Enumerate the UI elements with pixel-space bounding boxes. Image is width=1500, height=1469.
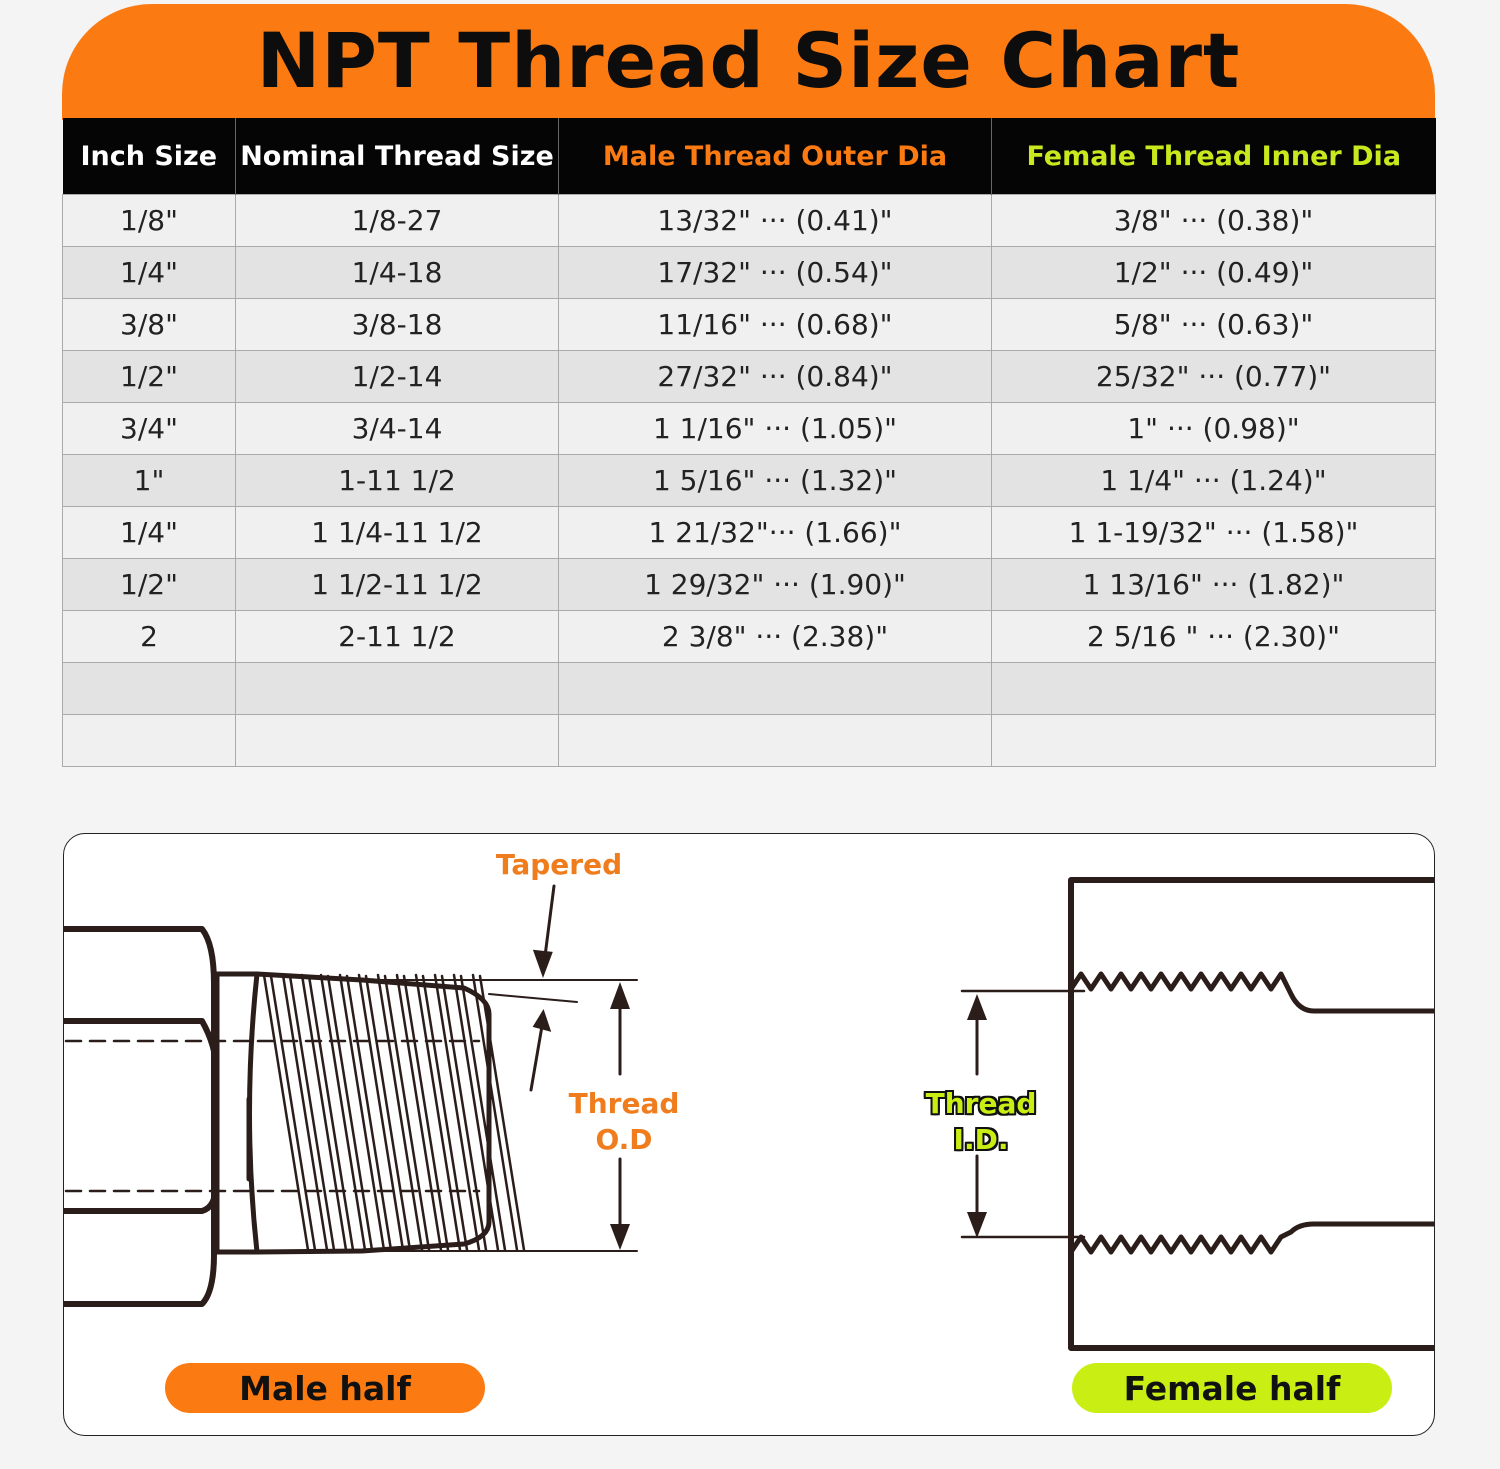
cell-male-thread-outer-dia: 17/32" ··· (0.54)" (559, 247, 992, 299)
cell-female-thread-inner-dia: 3/8" ··· (0.38)" (992, 195, 1436, 247)
male-half-label: Male half (165, 1363, 485, 1413)
page-title: NPT Thread Size Chart (256, 15, 1241, 105)
cell-male-thread-outer-dia (559, 663, 992, 715)
cell-female-thread-inner-dia: 1 13/16" ··· (1.82)" (992, 559, 1436, 611)
table-row (63, 507, 1436, 559)
cell-female-thread-inner-dia: 2 5/16 " ··· (2.30)" (992, 611, 1436, 663)
cell-female-thread-inner-dia (992, 663, 1436, 715)
header-male-thread-outer-dia: Male Thread Outer Dia (559, 118, 992, 195)
cell-male-thread-outer-dia: 1 5/16" ··· (1.32)" (559, 455, 992, 507)
cell-female-thread-inner-dia: 1" ··· (0.98)" (992, 403, 1436, 455)
table-header-row (63, 118, 1436, 195)
cell-female-thread-inner-dia (992, 715, 1436, 767)
cell-nominal-thread-size: 1 1/4-11 1/2 (236, 507, 559, 559)
table-row (63, 611, 1436, 663)
thread-id-label (906, 1086, 1056, 1158)
table-row (63, 715, 1436, 767)
table-row (63, 299, 1436, 351)
cell-nominal-thread-size: 1/2-14 (236, 351, 559, 403)
cell-female-thread-inner-dia: 1/2" ··· (0.49)" (992, 247, 1436, 299)
cell-female-thread-inner-dia: 5/8" ··· (0.63)" (992, 299, 1436, 351)
cell-male-thread-outer-dia: 2 3/8" ··· (2.38)" (559, 611, 992, 663)
header-nominal-thread-size: Nominal Thread Size (236, 118, 559, 195)
tapered-label: Tapered (495, 848, 623, 881)
cell-inch-size: 1/2" (63, 559, 236, 611)
cell-male-thread-outer-dia: 13/32" ··· (0.41)" (559, 195, 992, 247)
cell-male-thread-outer-dia: 27/32" ··· (0.84)" (559, 351, 992, 403)
cell-inch-size: 1/4" (63, 247, 236, 299)
cell-inch-size: 1/2" (63, 351, 236, 403)
table-row (63, 559, 1436, 611)
female-thread-bottom (1071, 1224, 1434, 1252)
cell-male-thread-outer-dia: 1 29/32" ··· (1.90)" (559, 559, 992, 611)
thread-crest-line (264, 975, 308, 1250)
cell-nominal-thread-size: 3/4-14 (236, 403, 559, 455)
cell-nominal-thread-size: 2-11 1/2 (236, 611, 559, 663)
cell-inch-size: 1/4" (63, 507, 236, 559)
thread-diagram-drawing (64, 834, 1434, 1435)
thread-crest-line (283, 975, 327, 1250)
cell-male-thread-outer-dia: 11/16" ··· (0.68)" (559, 299, 992, 351)
cell-male-thread-outer-dia (559, 715, 992, 767)
cell-inch-size (63, 663, 236, 715)
cell-female-thread-inner-dia: 25/32" ··· (0.77)" (992, 351, 1436, 403)
cell-inch-size (63, 715, 236, 767)
cell-inch-size: 3/4" (63, 403, 236, 455)
cell-nominal-thread-size: 1/8-27 (236, 195, 559, 247)
table-row (63, 663, 1436, 715)
thread-root-line (461, 976, 505, 1250)
cell-male-thread-outer-dia: 1 1/16" ··· (1.05)" (559, 403, 992, 455)
thread-id-label-line1: Thread (925, 1087, 1037, 1120)
thread-od-label (544, 1086, 704, 1158)
thread-od-label-line2: O.D (595, 1123, 653, 1156)
cell-nominal-thread-size: 1 1/2-11 1/2 (236, 559, 559, 611)
table-row (63, 195, 1436, 247)
thread-od-label-line1: Thread (568, 1087, 680, 1120)
cell-inch-size: 1/8" (63, 195, 236, 247)
table-row (63, 247, 1436, 299)
female-half-label: Female half (1072, 1363, 1392, 1413)
cell-female-thread-inner-dia: 1 1-19/32" ··· (1.58)" (992, 507, 1436, 559)
thread-diagram (63, 833, 1435, 1436)
title-banner (62, 4, 1435, 120)
female-thread-top (1071, 974, 1434, 1011)
female-body (1071, 880, 1434, 1348)
cell-inch-size: 3/8" (63, 299, 236, 351)
tapered-arrow (531, 886, 554, 1090)
cell-nominal-thread-size (236, 663, 559, 715)
cell-inch-size: 1" (63, 455, 236, 507)
cell-nominal-thread-size: 1/4-18 (236, 247, 559, 299)
cell-nominal-thread-size: 3/8-18 (236, 299, 559, 351)
thread-size-table (62, 118, 1436, 767)
thread-id-label-line2: I.D. (953, 1123, 1009, 1156)
header-female-thread-inner-dia: Female Thread Inner Dia (992, 118, 1436, 195)
cell-inch-size: 2 (63, 611, 236, 663)
male-hex-nut (64, 929, 216, 1304)
table-row (63, 351, 1436, 403)
male-thread-lines (264, 975, 524, 1250)
table-row (63, 455, 1436, 507)
table-row (63, 403, 1436, 455)
cell-male-thread-outer-dia: 1 21/32"··· (1.66)" (559, 507, 992, 559)
cell-female-thread-inner-dia: 1 1/4" ··· (1.24)" (992, 455, 1436, 507)
cell-nominal-thread-size: 1-11 1/2 (236, 455, 559, 507)
header-inch-size: Inch Size (63, 118, 236, 195)
cell-nominal-thread-size (236, 715, 559, 767)
